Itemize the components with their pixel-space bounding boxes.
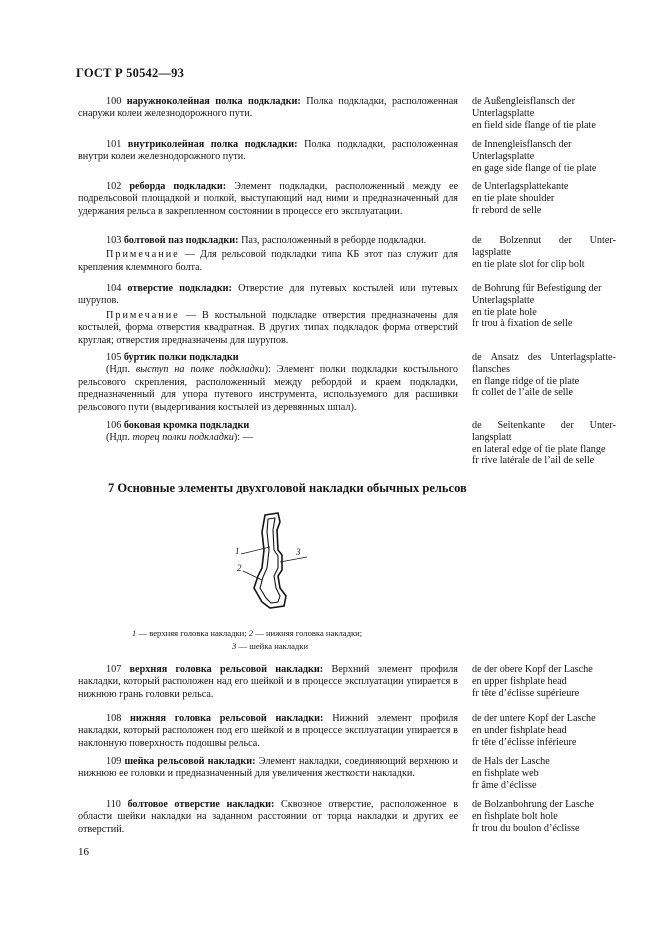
figure-caption-line-2: 3 — шейка накладки (232, 641, 309, 651)
foreign-equivalents: de Bolzanbohrung der Lasche en fishplate bolt hole fr trou du boulon d’éclisse (472, 799, 594, 834)
section-title: 7 Основные элементы двухголовой накладки обычных рельсов (108, 481, 467, 495)
foreign-equivalents: de Bolzennut der Unter- lagsplatte en tie plate slot for clip bolt (472, 235, 616, 270)
term-definition: 103 болтовой паз подкладки: Паз, расположенный в реборде подкладки. Примечание — Для рельсовой подкладки типа КБ этот паз служит для крепления клеммного болта. (78, 235, 459, 273)
term-definition: 106 боковая кромка подкладки (Ндп. торец полки подкладки): — (106, 420, 253, 444)
foreign-equivalents: de Seitenkante der Unter- langsplatt en lateral edge of tie plate flange fr rive latérale de l’ail de selle (472, 420, 616, 467)
term-definition: 110 болтовое отверстие накладки: Сквозное отверстие, расположенное в области шейки накладки на заданном расстоянии от торца накладки и других ее отверстий. (78, 799, 459, 835)
document-header: ГОСТ Р 50542—93 (76, 66, 185, 80)
term-definition: 109 шейка рельсовой накладки: Элемент накладки, соединяющий верхнюю и нижнюю ее головки и предназначенный для увеличения жесткости накладки. (78, 756, 459, 780)
foreign-equivalents: de Innengleisflansch der Unterlagsplatte en gage side flange of tie plate (472, 139, 597, 174)
term-definition: 105 буртик полки подкладки (Ндп. выступ на полке подкладки): Элемент полки подкладки костыльного рельсового скрепления, расположенный между ребордой и краем подкладки, предназначенный для упора путевого инструмента, используемого для расшивки рельсового пути (выдергивания костылей из деревянных шпал). (78, 352, 459, 413)
foreign-equivalents: de der untere Kopf der Lasche en under fishplate head fr tête d’éclisse inférieure (472, 713, 596, 748)
foreign-equivalents: de Hals der Lasche en fishplate web fr âme d’éclisse (472, 756, 550, 791)
term-definition: 100 наружноколейная полка подкладки: Полка подкладки, расположенная снаружи колеи железнодорожного пути. (78, 96, 458, 120)
fishplate-profile-figure (232, 510, 322, 615)
figure-label-1: 1 (235, 546, 240, 556)
term-definition: 108 нижняя головка рельсовой накладки: Нижний элемент профиля накладки, который расположен под его шейкой и в процессе эксплуатации упирается в наклонную поверхность подошвы рельса. (78, 713, 459, 749)
figure-label-2: 2 (237, 563, 242, 573)
page-number: 16 (78, 846, 89, 858)
leader-line-1 (241, 547, 270, 554)
fishplate-outline (254, 513, 286, 608)
term-definition: 102 реборда подкладки: Элемент подкладки, расположенный между ее подрельсовой площадкой и полкой, выступающий над ними и предназначенный для удержания рельса в закрепленном состоянии в процессе его эксплуатации. (78, 181, 459, 217)
term-definition: 104 отверстие подкладки: Отверстие для путевых костылей или путевых шурупов. Примечание — В костыльной подкладке отверстия предназначены для костылей, форма отверстия квадратная. В других типах подкладок форма отверстий круглая; отверстия предназначены для шурупов. (78, 283, 459, 346)
term-definition: 107 верхняя головка рельсовой накладки: Верхний элемент профиля накладки, который расположен над его шейкой и в процессе эксплуатации упирается в нижнюю грань головки рельса. (78, 664, 458, 700)
foreign-equivalents: de Unterlagsplattekante en tie plate shoulder fr rebord de selle (472, 181, 569, 216)
leader-line-3 (280, 557, 307, 562)
foreign-equivalents: de der obere Kopf der Lasche en upper fishplate head fr tête d’éclisse supérieure (472, 664, 593, 699)
foreign-equivalents: de Außengleisflansch der Unterlagsplatte en field side flange of tie plate (472, 96, 596, 131)
foreign-equivalents: de Ansatz des Unterlagsplatte- flansches en flange ridge of tie plate fr collet de l’aile de selle (472, 352, 616, 399)
figure-label-3: 3 (296, 547, 301, 557)
term-definition: 101 внутриколейная полка подкладки: Полка подкладки, расположенная внутри колеи железнодорожного пути. (78, 139, 459, 163)
figure-caption-line-1: 1 — верхняя головка накладки; 2 — нижняя головка накладки; (132, 628, 363, 638)
foreign-equivalents: de Bohrung für Befestigung der Unterlagsplatte en tie plate hole fr trou à fixation de selle (472, 283, 602, 330)
